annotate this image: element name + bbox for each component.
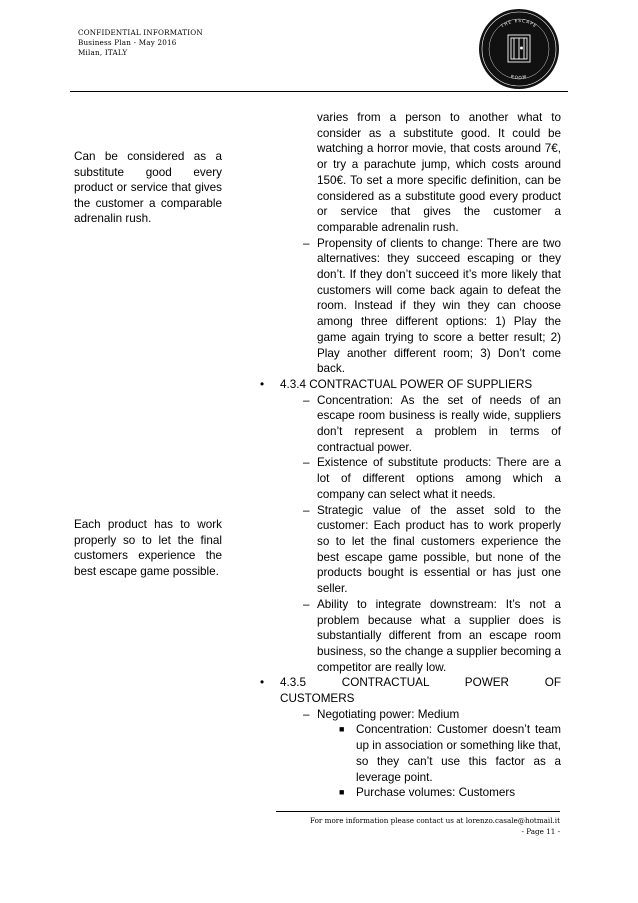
square-bullet-marker: ■ bbox=[339, 724, 345, 735]
list-item-text: Negotiating power: Medium bbox=[317, 707, 460, 721]
heading-text: 4.3.4 CONTRACTUAL POWER OF SUPPLIERS bbox=[280, 377, 533, 391]
document-header bbox=[78, 28, 203, 58]
list-item-substitute-products bbox=[259, 455, 561, 502]
sub-item-text: Concentration: Customer doesn’t team up in association or something like that, so they can’t use this factor as a leverage point. bbox=[356, 723, 561, 784]
list-item-negotiating-power bbox=[259, 707, 561, 723]
footer-divider bbox=[276, 811, 560, 812]
header-location: Milan, ITALY bbox=[78, 48, 128, 57]
logo-top-text: THE ESCAPE bbox=[499, 17, 539, 29]
dash-marker: – bbox=[303, 236, 310, 250]
dash-marker: – bbox=[303, 597, 310, 611]
list-item-text: Strategic value of the asset sold to the customer: Each product has to work properly so to let the final customers experience the best escape game possible, but none of the products bought is essential or has just one seller. bbox=[317, 503, 561, 596]
list-item-concentration bbox=[259, 393, 561, 456]
dash-marker: – bbox=[303, 456, 310, 470]
header-business-plan: Business Plan - May 2016 bbox=[78, 38, 177, 47]
header-divider bbox=[70, 91, 568, 92]
footer-contact: For more information please contact us at lorenzo.casale@hotmail.it bbox=[310, 816, 560, 825]
logo-door-icon bbox=[508, 35, 530, 62]
bullet-marker: • bbox=[260, 676, 265, 690]
heading-suppliers bbox=[259, 377, 561, 393]
list-item-text: Concentration: As the set of needs of an escape room business is really wide, suppliers don’t represent a problem in terms of contractual power. bbox=[317, 393, 561, 454]
dash-marker: – bbox=[303, 707, 310, 721]
main-content bbox=[259, 110, 561, 801]
company-logo bbox=[478, 8, 560, 90]
header-confidential: CONFIDENTIAL INFORMATION bbox=[78, 28, 203, 37]
heading-customers bbox=[259, 675, 561, 706]
list-item-text: Propensity of clients to change: There are two alternatives: they succeed escaping or they don’t. If they don’t succeed it’s more likely that customers will come back again to defeat the room. Instead if they win they can choose among three different options: 1) Play the game again trying to score a better result; 2) Play another different room; 3) Don’t come back. bbox=[317, 236, 561, 376]
heading-text-line2: CUSTOMERS bbox=[280, 692, 355, 706]
paragraph-substitutes-continued: varies from a person to another what to consider as a substitute good. It could be watching a horror movie, that costs around 7€, or try a parachute jump, which costs around 150€. To set a more specific definition, can be considered as a substitute good every product or service that gives the customer a comparable adrenalin rush. bbox=[317, 111, 561, 234]
square-bullet-marker: ■ bbox=[339, 787, 345, 798]
heading-text-line1: 4.3.5 CONTRACTUAL POWER OF bbox=[280, 676, 561, 690]
sidebar-note-substitutes: Can be considered as a substitute good every product or service that gives the customer a comparable adrenalin rush. bbox=[74, 150, 222, 226]
logo-bottom-text: ROOM bbox=[510, 73, 528, 81]
list-item-propensity bbox=[259, 236, 561, 377]
dash-marker: – bbox=[303, 503, 310, 517]
sub-item-text: Purchase volumes: Customers bbox=[356, 786, 516, 800]
list-item-integrate-downstream bbox=[259, 597, 561, 676]
list-item-strategic-value bbox=[259, 503, 561, 597]
sub-item-customer-concentration bbox=[259, 722, 561, 785]
sidebar-note-product-quality: Each product has to work properly so to let the final customers experience the best escape game possible. bbox=[74, 518, 222, 578]
bullet-marker: • bbox=[260, 377, 265, 391]
document-footer bbox=[276, 815, 560, 837]
dash-marker: – bbox=[303, 393, 310, 407]
page-number: - Page 11 - bbox=[521, 827, 560, 836]
list-item-text: Existence of substitute products: There are a lot of different options among which a company can select what it needs. bbox=[317, 456, 561, 501]
sub-item-purchase-volumes bbox=[259, 785, 561, 801]
list-item-text: Ability to integrate downstream: It’s not a problem because what a supplier does is substantially different from an escape room business, so the change a supplier becoming a competitor are really low. bbox=[317, 597, 561, 674]
